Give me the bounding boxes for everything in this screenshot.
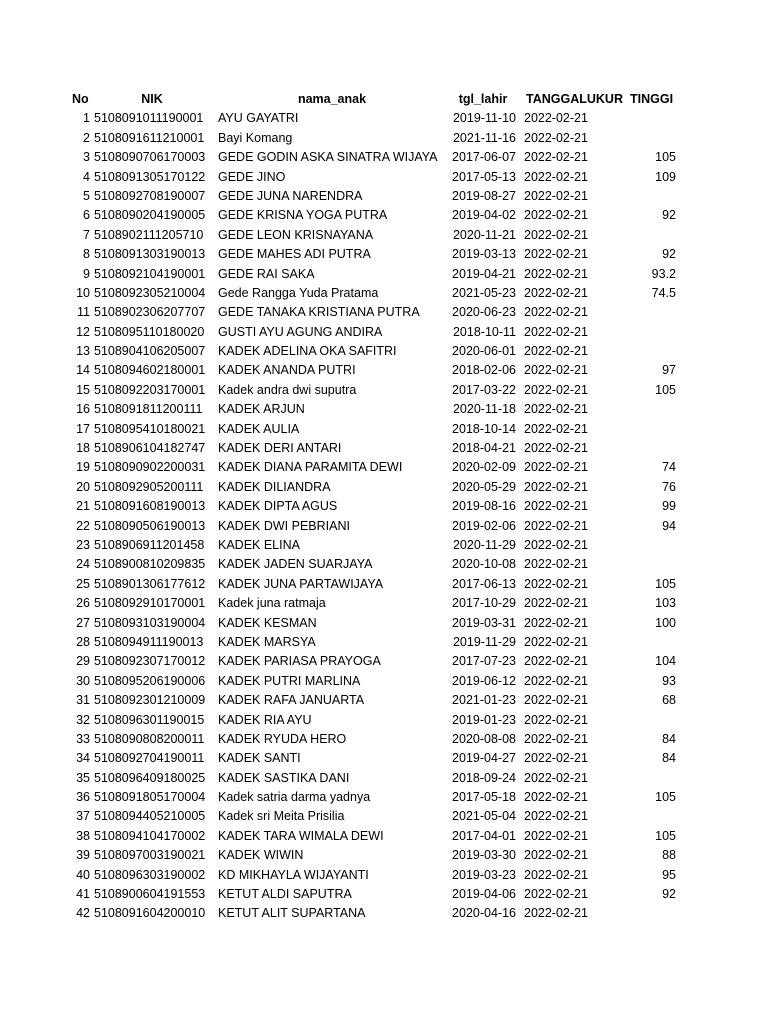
cell-no: 39: [76, 848, 90, 863]
cell-tgl-lahir: 2020-08-08: [452, 731, 516, 746]
table-row: [0, 614, 768, 633]
cell-tinggi: 104: [655, 654, 676, 669]
cell-nama-anak: KADEK WIWIN: [218, 848, 304, 863]
cell-nik: 5108090204190005: [94, 208, 206, 223]
cell-no: 33: [76, 731, 90, 746]
cell-tinggi: 97: [662, 363, 676, 378]
cell-no: 28: [76, 634, 90, 649]
cell-nama-anak: KADEK DILIANDRA: [218, 479, 331, 494]
cell-tanggalukur: 2022-02-21: [524, 887, 588, 902]
cell-no: 36: [76, 790, 90, 805]
cell-nik: 5108091303190013: [94, 247, 206, 262]
cell-tanggalukur: 2022-02-21: [524, 537, 588, 552]
cell-tinggi: 99: [662, 499, 676, 514]
table-row: [0, 827, 768, 846]
cell-nik: 5108095206190006: [94, 673, 206, 688]
cell-tanggalukur: 2022-02-21: [524, 285, 588, 300]
table-row: [0, 691, 768, 710]
cell-nik: 5108092905200111: [94, 479, 204, 494]
cell-no: 22: [76, 518, 90, 533]
cell-nik: 5108096409180025: [94, 770, 206, 785]
cell-tanggalukur: 2022-02-21: [524, 770, 588, 785]
cell-nama-anak: GUSTI AYU AGUNG ANDIRA: [218, 324, 383, 339]
cell-nama-anak: KADEK JUNA PARTAWIJAYA: [218, 576, 384, 591]
cell-nama-anak: GEDE GODIN ASKA SINATRA WIJAYA: [218, 150, 438, 165]
table-row: [0, 284, 768, 303]
cell-nik: 5108090808200011: [94, 731, 205, 746]
cell-tinggi: 95: [662, 867, 676, 882]
cell-nama-anak: KADEK MARSYA: [218, 634, 316, 649]
cell-nama-anak: KADEK ADELINA OKA SAFITRI: [218, 344, 397, 359]
cell-tgl-lahir: 2017-06-07: [452, 150, 516, 165]
cell-tanggalukur: 2022-02-21: [524, 247, 588, 262]
cell-nik: 5108902306207707: [94, 305, 206, 320]
cell-tgl-lahir: 2019-08-16: [452, 499, 516, 514]
data-table: [0, 90, 768, 924]
cell-tanggalukur: 2022-02-21: [524, 111, 588, 126]
table-row: [0, 555, 768, 574]
cell-tgl-lahir: 2021-11-16: [452, 130, 516, 145]
cell-nik: 5108901306177612: [94, 576, 206, 591]
cell-nik: 5108090706170003: [94, 150, 206, 165]
cell-tanggalukur: 2022-02-21: [524, 344, 588, 359]
cell-no: 14: [76, 363, 90, 378]
cell-tgl-lahir: 2019-01-23: [452, 712, 516, 727]
cell-tanggalukur: 2022-02-21: [524, 188, 588, 203]
cell-tanggalukur: 2022-02-21: [524, 848, 588, 863]
cell-nama-anak: GEDE KRISNA YOGA PUTRA: [218, 208, 388, 223]
table-row: [0, 575, 768, 594]
cell-nama-anak: KADEK ELINA: [218, 537, 300, 552]
cell-no: 27: [76, 615, 90, 630]
cell-nama-anak: GEDE JUNA NARENDRA: [218, 188, 363, 203]
header-nik: NIK: [141, 92, 163, 106]
cell-tinggi: 84: [662, 731, 676, 746]
cell-tinggi: 74.5: [651, 285, 676, 300]
cell-tgl-lahir: 2018-09-24: [452, 770, 516, 785]
cell-no: 11: [77, 305, 90, 320]
table-row: [0, 788, 768, 807]
table-row: [0, 633, 768, 652]
cell-tanggalukur: 2022-02-21: [524, 828, 588, 843]
cell-nik: 5108092910170001: [94, 596, 206, 611]
cell-nama-anak: KADEK RAFA JANUARTA: [218, 693, 365, 708]
table-row: [0, 904, 768, 923]
cell-tinggi: 109: [655, 169, 676, 184]
cell-nama-anak: KADEK SANTI: [218, 751, 301, 766]
cell-nik: 5108092307170012: [94, 654, 206, 669]
cell-nik: 5108092708190007: [94, 188, 206, 203]
cell-no: 16: [76, 402, 90, 417]
cell-nama-anak: Kadek sri Meita Prisilia: [218, 809, 345, 824]
cell-tanggalukur: 2022-02-21: [524, 227, 588, 242]
cell-tgl-lahir: 2017-05-13: [452, 169, 516, 184]
cell-nama-anak: KETUT ALIT SUPARTANA: [218, 906, 366, 921]
cell-tanggalukur: 2022-02-21: [524, 615, 588, 630]
cell-tgl-lahir: 2021-05-23: [452, 285, 516, 300]
cell-no: 13: [76, 344, 90, 359]
table-row: [0, 517, 768, 536]
cell-nik: 5108094104170002: [94, 828, 206, 843]
table-row: [0, 807, 768, 826]
cell-tgl-lahir: 2017-07-23: [452, 654, 516, 669]
cell-tanggalukur: 2022-02-21: [524, 596, 588, 611]
table-row: [0, 478, 768, 497]
cell-tgl-lahir: 2020-11-29: [452, 537, 516, 552]
cell-nik: 5108090902200031: [94, 460, 206, 475]
cell-tanggalukur: 2022-02-21: [524, 479, 588, 494]
cell-no: 9: [83, 266, 90, 281]
cell-tgl-lahir: 2020-06-01: [452, 344, 516, 359]
cell-no: 23: [76, 537, 90, 552]
table-row: [0, 497, 768, 516]
cell-nama-anak: GEDE MAHES ADI PUTRA: [218, 247, 371, 262]
cell-no: 24: [76, 557, 90, 572]
cell-tinggi: 94: [662, 518, 676, 533]
cell-nama-anak: KADEK SASTIKA DANI: [218, 770, 350, 785]
cell-tanggalukur: 2022-02-21: [524, 693, 588, 708]
cell-nama-anak: KADEK TARA WIMALA DEWI: [218, 828, 384, 843]
cell-tanggalukur: 2022-02-21: [524, 673, 588, 688]
cell-nik: 5108097003190021: [94, 848, 206, 863]
cell-nik: 5108090506190013: [94, 518, 206, 533]
table-body: [0, 109, 768, 923]
cell-nik: 5108094602180001: [94, 363, 206, 378]
cell-tanggalukur: 2022-02-21: [524, 751, 588, 766]
table-row: [0, 885, 768, 904]
cell-nik: 5108096301190015: [94, 712, 205, 727]
cell-tinggi: 92: [662, 247, 676, 262]
cell-no: 7: [83, 227, 90, 242]
cell-nik: 5108092203170001: [94, 382, 206, 397]
cell-nik: 5108906911201458: [94, 537, 205, 552]
header-row: [0, 90, 768, 109]
cell-tgl-lahir: 2018-04-21: [452, 441, 516, 456]
cell-tgl-lahir: 2020-06-23: [452, 305, 516, 320]
cell-no: 1: [83, 111, 90, 126]
cell-tinggi: 105: [655, 576, 676, 591]
table-row: [0, 148, 768, 167]
cell-tgl-lahir: 2019-03-31: [452, 615, 516, 630]
table-row: [0, 458, 768, 477]
cell-no: 17: [76, 421, 90, 436]
table-row: [0, 168, 768, 187]
cell-tgl-lahir: 2017-04-01: [452, 828, 516, 843]
cell-tanggalukur: 2022-02-21: [524, 402, 588, 417]
cell-tanggalukur: 2022-02-21: [524, 790, 588, 805]
table-row: [0, 245, 768, 264]
table-row: [0, 361, 768, 380]
cell-tgl-lahir: 2019-04-27: [452, 751, 516, 766]
cell-nama-anak: GEDE JINO: [218, 169, 286, 184]
cell-nama-anak: KADEK DERI ANTARI: [218, 441, 342, 456]
cell-nama-anak: KADEK PUTRI MARLINA: [218, 673, 361, 688]
cell-tanggalukur: 2022-02-21: [524, 906, 588, 921]
cell-nik: 5108094405210005: [94, 809, 206, 824]
cell-no: 30: [76, 673, 90, 688]
cell-tanggalukur: 2022-02-21: [524, 324, 588, 339]
table-row: [0, 730, 768, 749]
cell-nama-anak: KADEK ANANDA PUTRI: [218, 363, 356, 378]
cell-tinggi: 105: [655, 382, 676, 397]
cell-tgl-lahir: 2019-11-29: [452, 634, 516, 649]
cell-tgl-lahir: 2020-02-09: [452, 460, 516, 475]
cell-nama-anak: Bayi Komang: [218, 130, 293, 145]
cell-nama-anak: KADEK ARJUN: [218, 402, 305, 417]
cell-tanggalukur: 2022-02-21: [524, 576, 588, 591]
cell-no: 2: [83, 130, 90, 145]
table-row: [0, 536, 768, 555]
cell-nama-anak: GEDE LEON KRISNAYANA: [218, 227, 374, 242]
cell-tanggalukur: 2022-02-21: [524, 150, 588, 165]
cell-tanggalukur: 2022-02-21: [524, 169, 588, 184]
cell-tanggalukur: 2022-02-21: [524, 441, 588, 456]
cell-tanggalukur: 2022-02-21: [524, 460, 588, 475]
cell-no: 35: [76, 770, 90, 785]
cell-tanggalukur: 2022-02-21: [524, 809, 588, 824]
cell-nama-anak: KETUT ALDI SAPUTRA: [218, 887, 352, 902]
cell-nik: 5108904106205007: [94, 344, 206, 359]
cell-tgl-lahir: 2017-06-13: [452, 576, 516, 591]
cell-tgl-lahir: 2019-03-23: [452, 867, 516, 882]
cell-nik: 5108094911190013: [94, 634, 204, 649]
cell-tinggi: 92: [662, 887, 676, 902]
cell-no: 6: [83, 208, 90, 223]
cell-nama-anak: KADEK RIA AYU: [218, 712, 312, 727]
cell-nama-anak: KADEK DWI PEBRIANI: [218, 518, 350, 533]
cell-no: 4: [83, 169, 90, 184]
cell-no: 15: [76, 382, 90, 397]
table-row: [0, 129, 768, 148]
cell-no: 12: [76, 324, 90, 339]
cell-nik: 5108091805170004: [94, 790, 206, 805]
cell-tinggi: 76: [662, 479, 676, 494]
cell-no: 19: [76, 460, 90, 475]
cell-no: 29: [76, 654, 90, 669]
cell-tgl-lahir: 2019-06-12: [452, 673, 516, 688]
cell-no: 5: [83, 188, 90, 203]
table-row: [0, 652, 768, 671]
cell-nama-anak: KD MIKHAYLA WIJAYANTI: [218, 867, 369, 882]
cell-nama-anak: KADEK JADEN SUARJAYA: [218, 557, 373, 572]
cell-tanggalukur: 2022-02-21: [524, 421, 588, 436]
table-row: [0, 265, 768, 284]
cell-nik: 5108091811200111: [94, 402, 203, 417]
cell-nik: 5108096303190002: [94, 867, 206, 882]
header-tanggalukur: TANGGALUKUR: [526, 92, 623, 106]
cell-nik: 5108091011190001: [94, 111, 204, 126]
cell-tgl-lahir: 2018-02-06: [452, 363, 516, 378]
cell-tgl-lahir: 2020-05-29: [452, 479, 516, 494]
table-row: [0, 303, 768, 322]
cell-tanggalukur: 2022-02-21: [524, 557, 588, 572]
cell-tgl-lahir: 2017-05-18: [452, 790, 516, 805]
cell-nama-anak: Kadek andra dwi suputra: [218, 382, 357, 397]
table-row: [0, 323, 768, 342]
cell-nik: 5108091604200010: [94, 906, 206, 921]
cell-nik: 5108092704190011: [94, 751, 205, 766]
cell-tanggalukur: 2022-02-21: [524, 634, 588, 649]
table-row: [0, 400, 768, 419]
cell-no: 40: [76, 867, 90, 882]
cell-tinggi: 92: [662, 208, 676, 223]
cell-tgl-lahir: 2020-10-08: [452, 557, 516, 572]
cell-tanggalukur: 2022-02-21: [524, 654, 588, 669]
cell-nik: 5108095410180021: [94, 421, 206, 436]
table-row: [0, 594, 768, 613]
table-row: [0, 769, 768, 788]
cell-tgl-lahir: 2018-10-14: [452, 421, 516, 436]
cell-no: 37: [76, 809, 90, 824]
cell-no: 38: [76, 828, 90, 843]
table-row: [0, 420, 768, 439]
cell-no: 41: [76, 887, 90, 902]
cell-nik: 5108091305170122: [94, 169, 206, 184]
cell-no: 10: [76, 285, 90, 300]
cell-tinggi: 105: [655, 150, 676, 165]
cell-tgl-lahir: 2019-04-02: [452, 208, 516, 223]
cell-nama-anak: GEDE RAI SAKA: [218, 266, 315, 281]
table-row: [0, 226, 768, 245]
cell-tanggalukur: 2022-02-21: [524, 208, 588, 223]
cell-nik: 5108091608190013: [94, 499, 206, 514]
cell-tgl-lahir: 2017-10-29: [452, 596, 516, 611]
cell-nama-anak: KADEK DIANA PARAMITA DEWI: [218, 460, 403, 475]
cell-tgl-lahir: 2021-05-04: [452, 809, 516, 824]
cell-tanggalukur: 2022-02-21: [524, 518, 588, 533]
cell-tinggi: 74: [662, 460, 676, 475]
cell-no: 26: [76, 596, 90, 611]
table-row: [0, 381, 768, 400]
cell-tanggalukur: 2022-02-21: [524, 363, 588, 378]
cell-tanggalukur: 2022-02-21: [524, 731, 588, 746]
header-nama-anak: nama_anak: [297, 92, 367, 106]
cell-no: 32: [76, 712, 90, 727]
table-row: [0, 439, 768, 458]
cell-nama-anak: KADEK PARIASA PRAYOGA: [218, 654, 381, 669]
cell-tinggi: 88: [662, 848, 676, 863]
cell-tanggalukur: 2022-02-21: [524, 382, 588, 397]
cell-tgl-lahir: 2017-03-22: [452, 382, 516, 397]
table-row: [0, 711, 768, 730]
cell-tgl-lahir: 2021-01-23: [452, 693, 516, 708]
cell-tanggalukur: 2022-02-21: [524, 130, 588, 145]
cell-tgl-lahir: 2019-03-13: [452, 247, 516, 262]
cell-nik: 5108902111205710: [94, 227, 204, 242]
cell-tgl-lahir: 2020-11-21: [452, 227, 516, 242]
table-row: [0, 866, 768, 885]
cell-tinggi: 93.2: [651, 266, 676, 281]
cell-no: 25: [76, 576, 90, 591]
cell-tinggi: 100: [655, 615, 676, 630]
cell-no: 34: [76, 751, 90, 766]
cell-tgl-lahir: 2019-03-30: [452, 848, 516, 863]
cell-nik: 5108092305210004: [94, 285, 206, 300]
cell-no: 21: [76, 499, 90, 514]
header-tgl-lahir: tgl_lahir: [458, 92, 508, 106]
cell-nik: 5108092301210009: [94, 693, 206, 708]
table-row: [0, 206, 768, 225]
cell-no: 8: [83, 247, 90, 262]
cell-tgl-lahir: 2019-04-06: [452, 887, 516, 902]
table-row: [0, 749, 768, 768]
table-row: [0, 187, 768, 206]
cell-nama-anak: Kadek juna ratmaja: [218, 596, 326, 611]
cell-no: 42: [76, 906, 90, 921]
cell-tgl-lahir: 2019-11-10: [452, 111, 516, 126]
cell-nik: 5108093103190004: [94, 615, 206, 630]
table-row: [0, 109, 768, 128]
cell-tgl-lahir: 2020-04-16: [452, 906, 516, 921]
table-row: [0, 672, 768, 691]
cell-tinggi: 103: [655, 596, 676, 611]
cell-nama-anak: KADEK AULIA: [218, 421, 300, 436]
cell-nik: 5108095110180020: [94, 324, 205, 339]
cell-tinggi: 84: [662, 751, 676, 766]
cell-nama-anak: GEDE TANAKA KRISTIANA PUTRA: [218, 305, 420, 320]
cell-tinggi: 105: [655, 790, 676, 805]
header-no: No: [72, 92, 89, 106]
cell-tanggalukur: 2022-02-21: [524, 499, 588, 514]
cell-nik: 5108092104190001: [94, 266, 206, 281]
header-tinggi: TINGGI: [630, 92, 674, 106]
cell-tgl-lahir: 2019-04-21: [452, 266, 516, 281]
cell-nik: 5108900604191553: [94, 887, 206, 902]
cell-no: 20: [76, 479, 90, 494]
cell-tanggalukur: 2022-02-21: [524, 305, 588, 320]
cell-tgl-lahir: 2019-02-06: [452, 518, 516, 533]
cell-nama-anak: KADEK DIPTA AGUS: [218, 499, 338, 514]
table-row: [0, 342, 768, 361]
cell-nik: 5108906104182747: [94, 441, 206, 456]
cell-tgl-lahir: 2020-11-18: [452, 402, 516, 417]
cell-tanggalukur: 2022-02-21: [524, 712, 588, 727]
table-row: [0, 846, 768, 865]
cell-nama-anak: KADEK RYUDA HERO: [218, 731, 347, 746]
cell-nama-anak: AYU GAYATRI: [218, 111, 299, 126]
cell-no: 31: [76, 693, 90, 708]
cell-tinggi: 93: [662, 673, 676, 688]
cell-no: 18: [76, 441, 90, 456]
cell-tgl-lahir: 2019-08-27: [452, 188, 516, 203]
cell-nik: 5108091611210001: [94, 130, 205, 145]
cell-tanggalukur: 2022-02-21: [524, 266, 588, 281]
cell-tanggalukur: 2022-02-21: [524, 867, 588, 882]
cell-nama-anak: Kadek satria darma yadnya: [218, 790, 371, 805]
cell-nama-anak: KADEK KESMAN: [218, 615, 317, 630]
cell-tinggi: 68: [662, 693, 676, 708]
cell-nik: 5108900810209835: [94, 557, 206, 572]
cell-tgl-lahir: 2018-10-11: [452, 324, 516, 339]
cell-no: 3: [83, 150, 90, 165]
cell-nama-anak: Gede Rangga Yuda Pratama: [218, 285, 379, 300]
cell-tinggi: 105: [655, 828, 676, 843]
